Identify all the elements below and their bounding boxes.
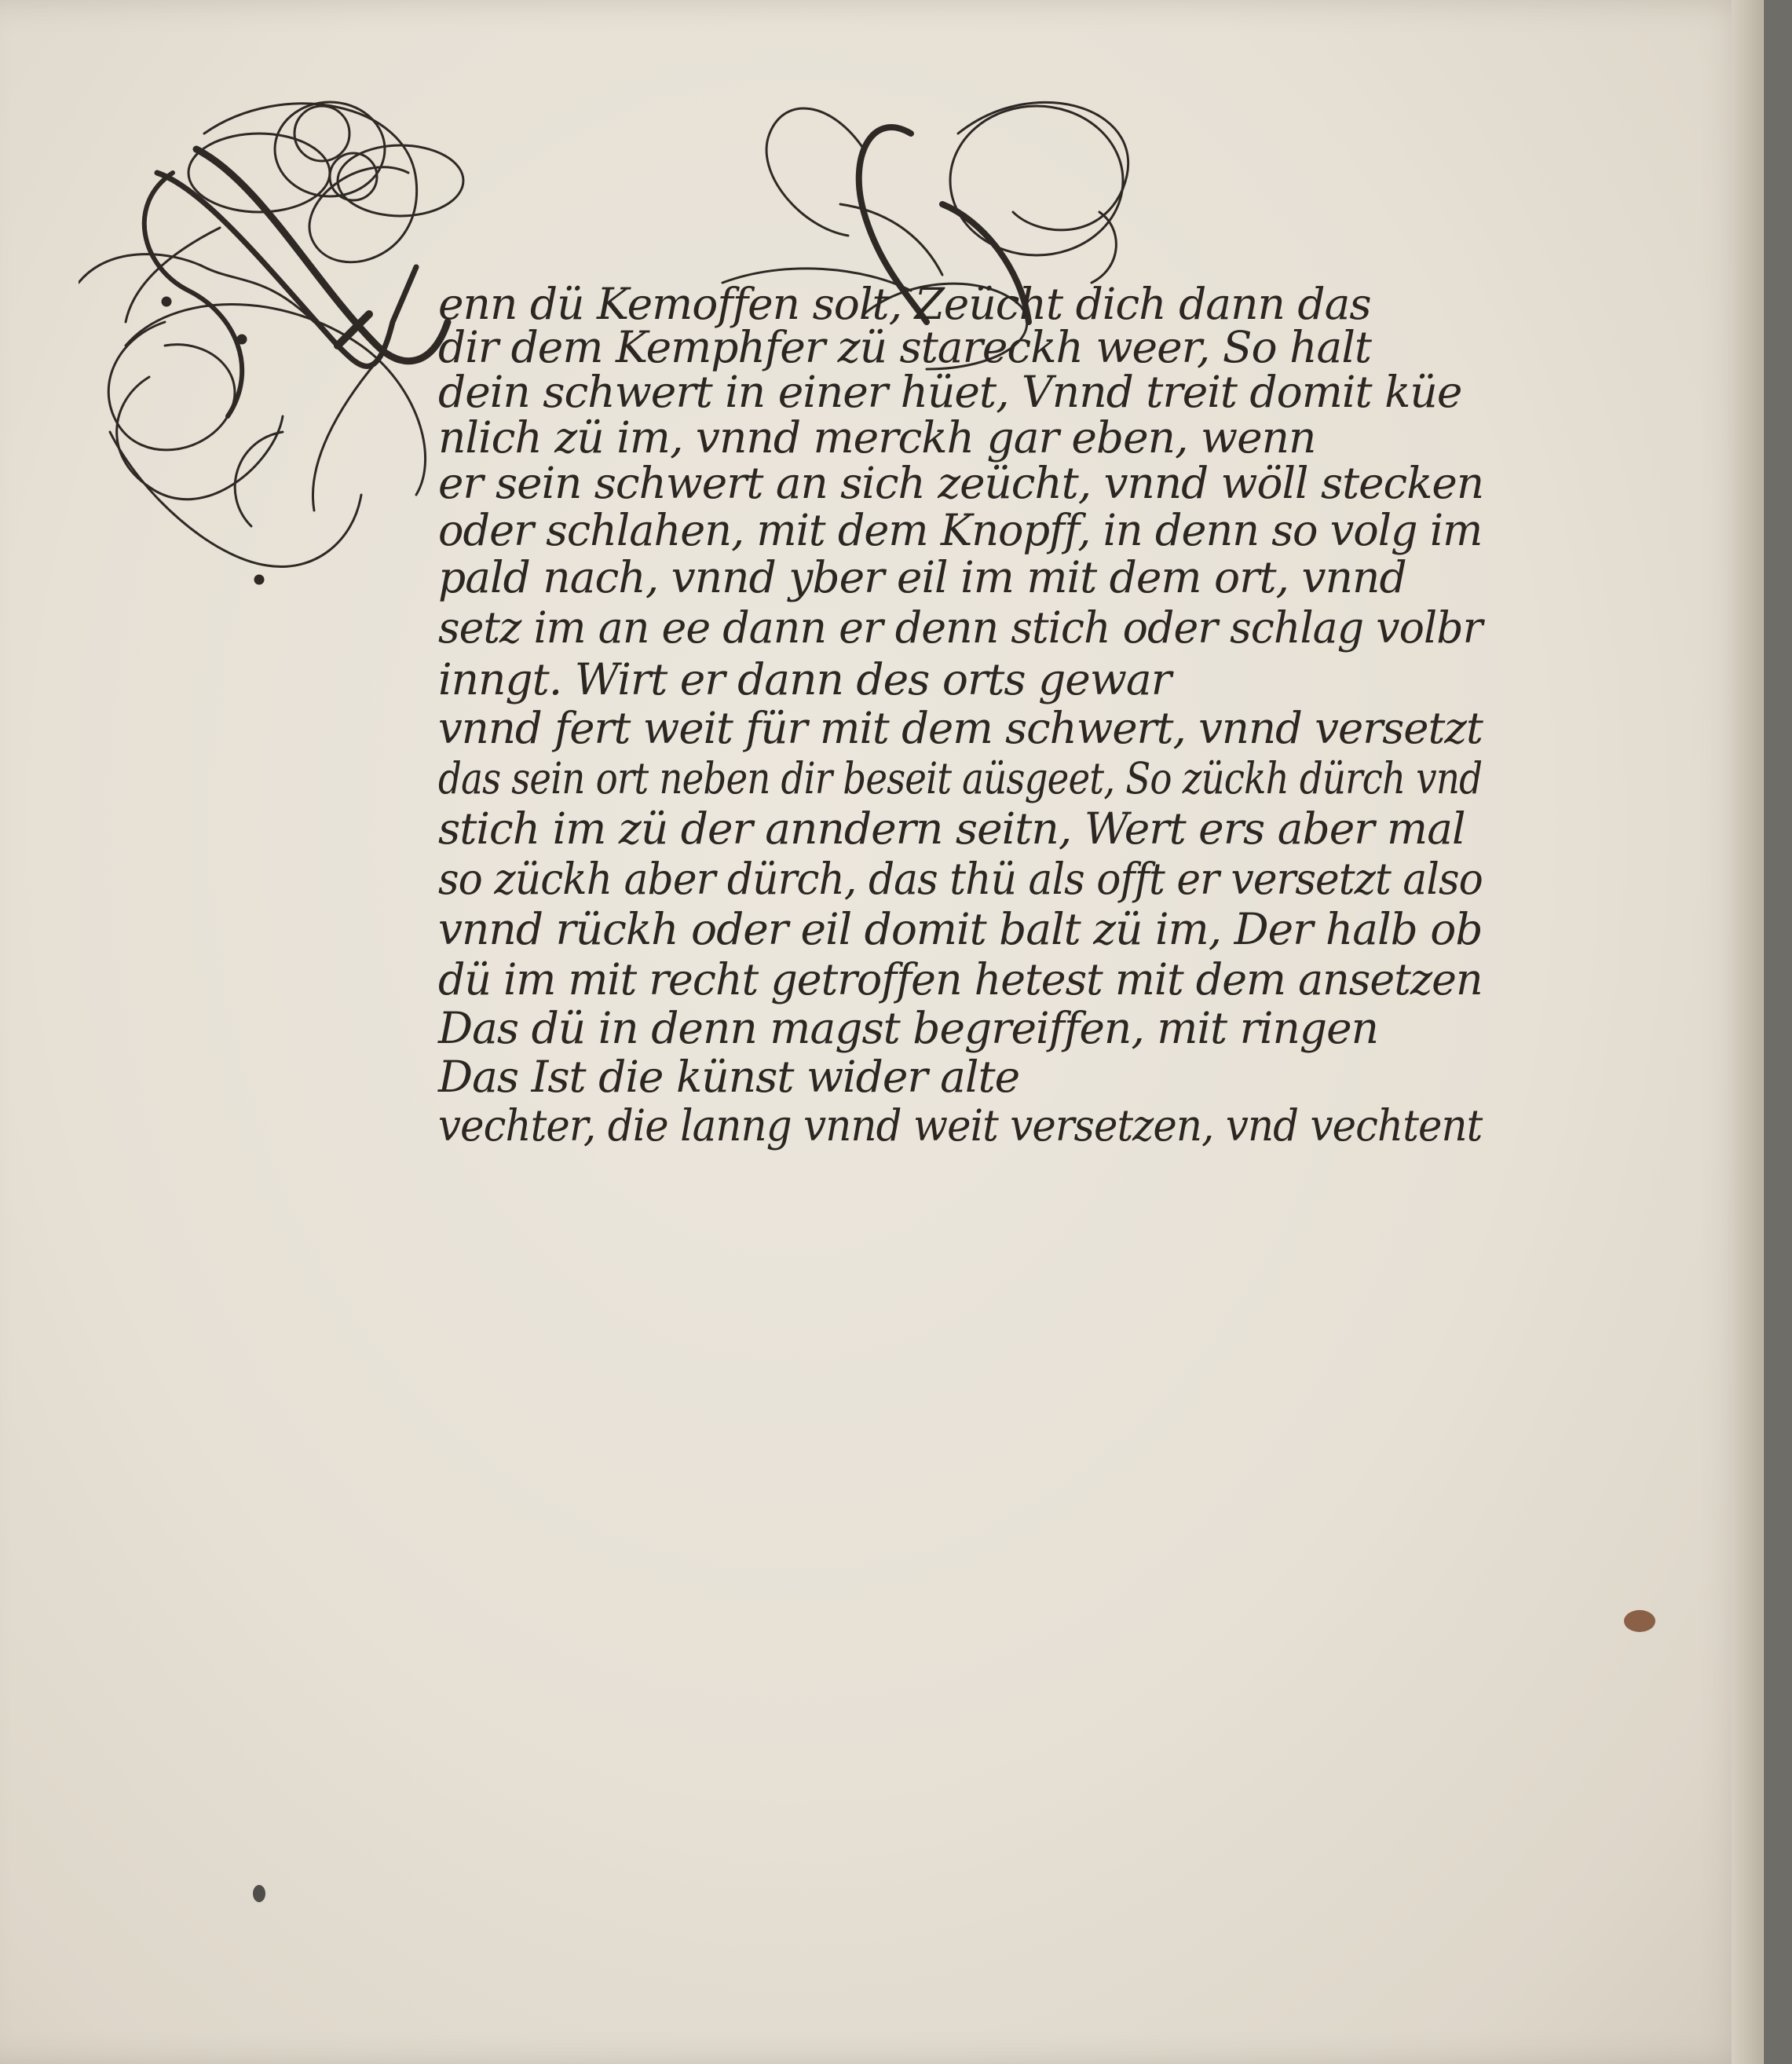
manuscript-line: inngt. Wirt er dann des orts gewar (438, 654, 1171, 704)
manuscript-line: dein schwert in einer hüet, Vnnd treit domit küe (438, 367, 1462, 417)
manuscript-line: oder schlahen, mit dem Knopff, in denn so volg im (438, 505, 1483, 555)
manuscript-line: nlich zü im, vnnd merckh gar eben, wenn (438, 412, 1316, 463)
manuscript-line: enn dü Kemoffen solt, Zeücht dich dann das (438, 279, 1371, 329)
manuscript-line: setz im an ee dann er denn stich oder schlag volbr (438, 602, 1483, 653)
ink-stain (1624, 1610, 1655, 1632)
manuscript-line: so zückh aber dürch, das thü als offt er versetzt also (438, 854, 1483, 904)
page-edge (1732, 0, 1763, 2064)
manuscript-line: er sein schwert an sich zeücht, vnnd wöll stecken (438, 458, 1484, 508)
manuscript-line: das sein ort neben dir beseit aüsgeet, So zückh dürch vnd (438, 753, 1483, 803)
manuscript-line: vechter, die lanng vnnd weit versetzen, vnd vechtent (438, 1100, 1483, 1151)
manuscript-line: Das Ist die künst wider alte (438, 1052, 1020, 1102)
manuscript-line: dir dem Kemphfer zü stareckh weer, So halt (438, 322, 1372, 372)
manuscript-line: Das dü in denn magst begreiffen, mit ringen (438, 1003, 1379, 1053)
manuscript-line: dü im mit recht getroffen hetest mit dem ansetzen (438, 954, 1483, 1005)
manuscript-line: pald nach, vnnd yber eil im mit dem ort, vnnd (438, 552, 1406, 602)
manuscript-line: vnnd rückh oder eil domit balt zü im, Der halb ob (438, 904, 1483, 954)
manuscript-line: vnnd fert weit für mit dem schwert, vnnd versetzt (438, 703, 1483, 753)
manuscript-line: stich im zü der anndern seitn, Wert ers aber mal (438, 803, 1465, 854)
ink-dot (253, 1885, 265, 1902)
